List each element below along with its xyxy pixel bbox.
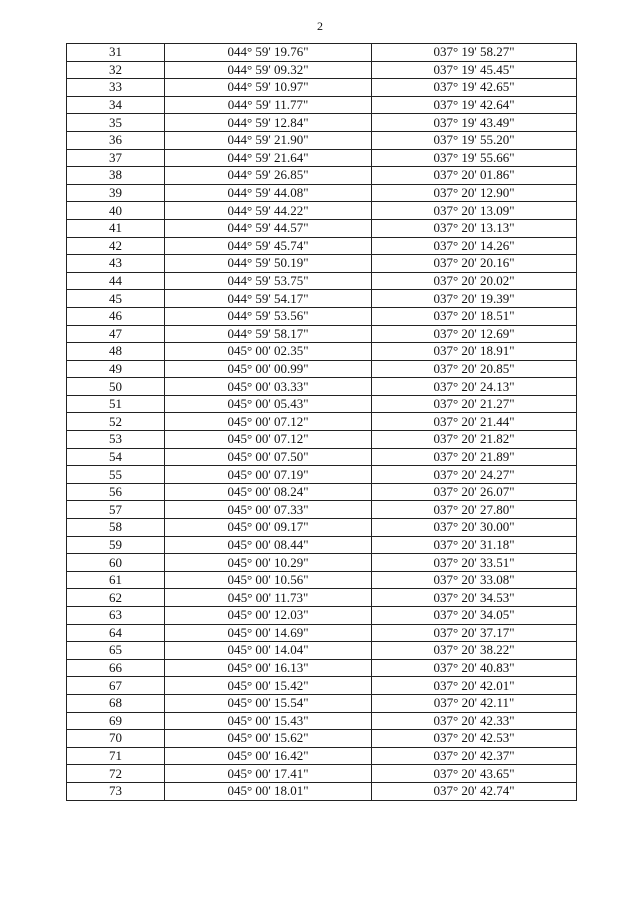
longitude-cell: 037° 20' 20.85" [372,360,577,378]
table-row [67,219,577,237]
latitude-cell: 044° 59' 21.90" [165,131,372,149]
point-number-cell: 69 [67,712,165,730]
table-row [67,642,577,660]
table-row [67,61,577,79]
table-row [67,149,577,167]
table-row [67,202,577,220]
latitude-cell: 045° 00' 15.43" [165,712,372,730]
longitude-cell: 037° 20' 24.13" [372,378,577,396]
table-row [67,694,577,712]
latitude-cell: 045° 00' 11.73" [165,589,372,607]
point-number-cell: 31 [67,44,165,62]
longitude-cell: 037° 20' 20.02" [372,272,577,290]
table-row [67,466,577,484]
point-number-cell: 39 [67,184,165,202]
point-number-cell: 67 [67,677,165,695]
longitude-cell: 037° 19' 55.66" [372,149,577,167]
point-number-cell: 60 [67,554,165,572]
page-number: 2 [317,19,323,33]
longitude-cell: 037° 19' 43.49" [372,114,577,132]
latitude-cell: 045° 00' 18.01" [165,782,372,800]
coordinates-table [66,43,577,801]
point-number-cell: 54 [67,448,165,466]
latitude-cell: 044° 59' 53.56" [165,307,372,325]
latitude-cell: 045° 00' 10.56" [165,571,372,589]
point-number-cell: 71 [67,747,165,765]
point-number-cell: 59 [67,536,165,554]
longitude-cell: 037° 20' 01.86" [372,167,577,185]
longitude-cell: 037° 20' 37.17" [372,624,577,642]
table-row [67,554,577,572]
point-number-cell: 58 [67,519,165,537]
point-number-cell: 53 [67,431,165,449]
longitude-cell: 037° 20' 38.22" [372,642,577,660]
latitude-cell: 045° 00' 07.50" [165,448,372,466]
latitude-cell: 045° 00' 05.43" [165,395,372,413]
latitude-cell: 045° 00' 15.42" [165,677,372,695]
table-row [67,167,577,185]
table-row [67,659,577,677]
longitude-cell: 037° 20' 42.37" [372,747,577,765]
longitude-cell: 037° 20' 26.07" [372,483,577,501]
longitude-cell: 037° 20' 21.89" [372,448,577,466]
point-number-cell: 66 [67,659,165,677]
latitude-cell: 045° 00' 14.04" [165,642,372,660]
longitude-cell: 037° 20' 30.00" [372,519,577,537]
longitude-cell: 037° 20' 21.44" [372,413,577,431]
longitude-cell: 037° 20' 31.18" [372,536,577,554]
table-row [67,184,577,202]
longitude-cell: 037° 19' 42.65" [372,79,577,97]
point-number-cell: 68 [67,694,165,712]
longitude-cell: 037° 20' 40.83" [372,659,577,677]
table-row [67,607,577,625]
point-number-cell: 36 [67,131,165,149]
point-number-cell: 72 [67,765,165,783]
table-row [67,712,577,730]
latitude-cell: 044° 59' 44.22" [165,202,372,220]
longitude-cell: 037° 20' 20.16" [372,255,577,273]
longitude-cell: 037° 20' 42.53" [372,730,577,748]
table-row [67,131,577,149]
latitude-cell: 044° 59' 53.75" [165,272,372,290]
latitude-cell: 045° 00' 12.03" [165,607,372,625]
latitude-cell: 045° 00' 08.24" [165,483,372,501]
point-number-cell: 44 [67,272,165,290]
latitude-cell: 045° 00' 16.42" [165,747,372,765]
longitude-cell: 037° 20' 42.01" [372,677,577,695]
latitude-cell: 045° 00' 17.41" [165,765,372,783]
table-row [67,782,577,800]
point-number-cell: 45 [67,290,165,308]
point-number-cell: 37 [67,149,165,167]
point-number-cell: 55 [67,466,165,484]
longitude-cell: 037° 20' 21.27" [372,395,577,413]
table-row [67,255,577,273]
longitude-cell: 037° 20' 18.51" [372,307,577,325]
table-row [67,272,577,290]
point-number-cell: 41 [67,219,165,237]
latitude-cell: 044° 59' 44.57" [165,219,372,237]
latitude-cell: 045° 00' 14.69" [165,624,372,642]
table-row [67,448,577,466]
longitude-cell: 037° 20' 21.82" [372,431,577,449]
point-number-cell: 64 [67,624,165,642]
latitude-cell: 044° 59' 11.77" [165,96,372,114]
point-number-cell: 49 [67,360,165,378]
longitude-cell: 037° 19' 55.20" [372,131,577,149]
latitude-cell: 045° 00' 03.33" [165,378,372,396]
point-number-cell: 70 [67,730,165,748]
table-row [67,343,577,361]
latitude-cell: 044° 59' 58.17" [165,325,372,343]
longitude-cell: 037° 20' 43.65" [372,765,577,783]
table-row [67,96,577,114]
latitude-cell: 045° 00' 09.17" [165,519,372,537]
longitude-cell: 037° 19' 58.27" [372,44,577,62]
point-number-cell: 63 [67,607,165,625]
longitude-cell: 037° 20' 33.51" [372,554,577,572]
table-row [67,307,577,325]
latitude-cell: 045° 00' 07.12" [165,413,372,431]
latitude-cell: 045° 00' 00.99" [165,360,372,378]
table-row [67,501,577,519]
table-row [67,79,577,97]
point-number-cell: 32 [67,61,165,79]
point-number-cell: 43 [67,255,165,273]
point-number-cell: 33 [67,79,165,97]
table-row [67,730,577,748]
point-number-cell: 57 [67,501,165,519]
longitude-cell: 037° 20' 27.80" [372,501,577,519]
longitude-cell: 037° 20' 33.08" [372,571,577,589]
table-row [67,519,577,537]
point-number-cell: 61 [67,571,165,589]
point-number-cell: 46 [67,307,165,325]
latitude-cell: 045° 00' 07.19" [165,466,372,484]
point-number-cell: 34 [67,96,165,114]
point-number-cell: 50 [67,378,165,396]
point-number-cell: 38 [67,167,165,185]
table-row [67,360,577,378]
point-number-cell: 62 [67,589,165,607]
table-row [67,747,577,765]
longitude-cell: 037° 19' 42.64" [372,96,577,114]
longitude-cell: 037° 20' 34.05" [372,607,577,625]
latitude-cell: 044° 59' 12.84" [165,114,372,132]
longitude-cell: 037° 19' 45.45" [372,61,577,79]
point-number-cell: 73 [67,782,165,800]
table-row [67,290,577,308]
longitude-cell: 037° 20' 34.53" [372,589,577,607]
longitude-cell: 037° 20' 12.90" [372,184,577,202]
point-number-cell: 47 [67,325,165,343]
table-row [67,483,577,501]
longitude-cell: 037° 20' 18.91" [372,343,577,361]
longitude-cell: 037° 20' 13.09" [372,202,577,220]
latitude-cell: 044° 59' 21.64" [165,149,372,167]
longitude-cell: 037° 20' 13.13" [372,219,577,237]
latitude-cell: 044° 59' 10.97" [165,79,372,97]
latitude-cell: 044° 59' 26.85" [165,167,372,185]
point-number-cell: 56 [67,483,165,501]
latitude-cell: 045° 00' 15.62" [165,730,372,748]
latitude-cell: 045° 00' 08.44" [165,536,372,554]
table-row [67,325,577,343]
latitude-cell: 045° 00' 16.13" [165,659,372,677]
table-row [67,589,577,607]
longitude-cell: 037° 20' 14.26" [372,237,577,255]
table-row [67,395,577,413]
table-row [67,431,577,449]
table-row [67,536,577,554]
latitude-cell: 045° 00' 15.54" [165,694,372,712]
longitude-cell: 037° 20' 19.39" [372,290,577,308]
point-number-cell: 42 [67,237,165,255]
latitude-cell: 044° 59' 44.08" [165,184,372,202]
point-number-cell: 65 [67,642,165,660]
table-row [67,413,577,431]
table-row [67,677,577,695]
latitude-cell: 044° 59' 09.32" [165,61,372,79]
table-row [67,378,577,396]
latitude-cell: 045° 00' 07.12" [165,431,372,449]
longitude-cell: 037° 20' 42.11" [372,694,577,712]
point-number-cell: 48 [67,343,165,361]
point-number-cell: 35 [67,114,165,132]
table-row [67,624,577,642]
point-number-cell: 51 [67,395,165,413]
longitude-cell: 037° 20' 42.74" [372,782,577,800]
latitude-cell: 044° 59' 54.17" [165,290,372,308]
point-number-cell: 52 [67,413,165,431]
point-number-cell: 40 [67,202,165,220]
table-row [67,237,577,255]
table-row [67,765,577,783]
latitude-cell: 045° 00' 02.35" [165,343,372,361]
latitude-cell: 044° 59' 19.76" [165,44,372,62]
longitude-cell: 037° 20' 42.33" [372,712,577,730]
latitude-cell: 044° 59' 50.19" [165,255,372,273]
table-row [67,44,577,62]
latitude-cell: 045° 00' 10.29" [165,554,372,572]
longitude-cell: 037° 20' 24.27" [372,466,577,484]
table-row [67,571,577,589]
latitude-cell: 044° 59' 45.74" [165,237,372,255]
coordinates-table-body [67,44,577,801]
table-row [67,114,577,132]
longitude-cell: 037° 20' 12.69" [372,325,577,343]
latitude-cell: 045° 00' 07.33" [165,501,372,519]
